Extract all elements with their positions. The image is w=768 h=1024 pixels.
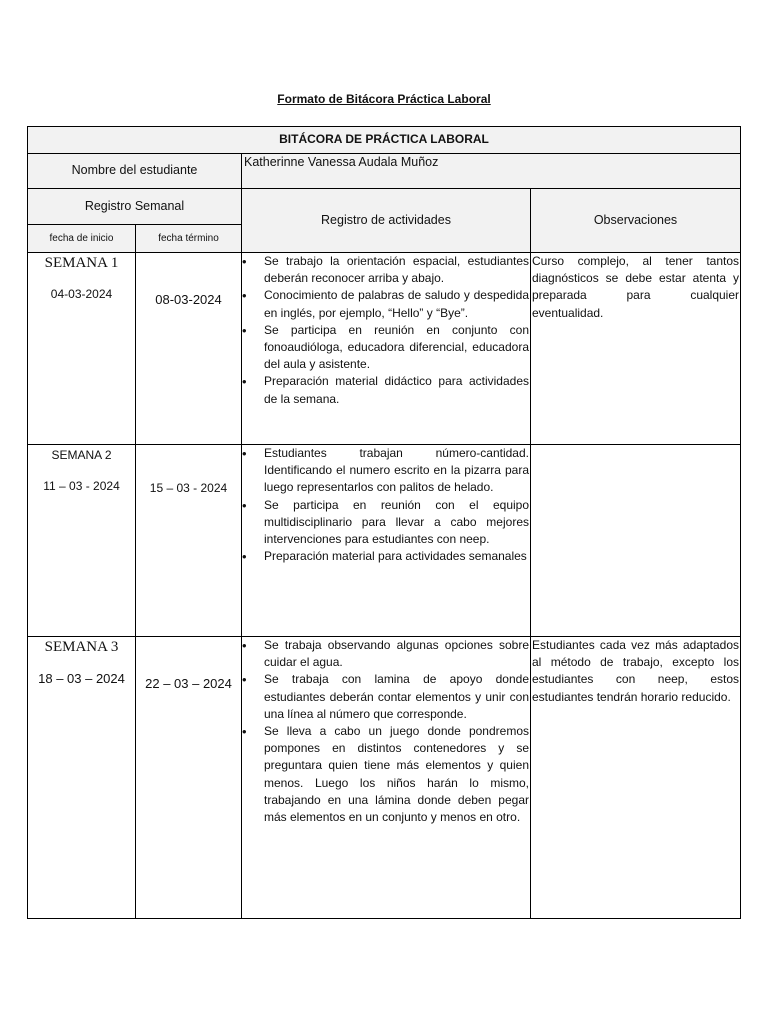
observations-cell: Curso complejo, al tener tantos diagnósticos se debe estar atenta y preparada para cualquier eventualidad. <box>531 253 741 445</box>
week-label: SEMANA 3 <box>44 639 119 655</box>
week-end-date: 15 – 03 - 2024 <box>149 481 228 495</box>
student-name-value: Katherinne Vanessa Audala Muñoz <box>242 154 741 189</box>
activity-item: • Conocimiento de palabras de saludo y despedida en inglés, por ejemplo, “Hello” y “Bye”. <box>264 287 530 321</box>
student-name-label: Nombre del estudiante <box>28 154 242 189</box>
activities-cell <box>242 253 531 445</box>
activities-list <box>242 253 530 408</box>
week-row <box>28 637 741 919</box>
week-cell <box>28 445 136 637</box>
week-start-date: 04-03-2024 <box>50 287 113 302</box>
activity-item: • Se participa en reunión con el equipo multidisciplinario para llevar a cabo mejores intervenciones para estudiantes con neep. <box>264 497 530 549</box>
week-end-cell <box>136 445 242 637</box>
activities-cell <box>242 445 531 637</box>
week-label: SEMANA 1 <box>44 255 119 271</box>
practice-log-table <box>27 126 741 919</box>
week-cell <box>28 637 136 919</box>
activities-list <box>242 445 530 565</box>
week-start-date: 18 – 03 – 2024 <box>38 671 125 687</box>
week-row <box>28 445 741 637</box>
activity-item: • Preparación material para actividades semanales <box>264 548 530 565</box>
week-end-date: 22 – 03 – 2024 <box>145 676 232 691</box>
activity-item: • Estudiantes trabajan número-cantidad. Identificando el numero escrito en la pizarra para luego representarlos con palitos de helado. <box>264 445 530 497</box>
observations-cell: Estudiantes cada vez más adaptados al método de trabajo, excepto los estudiantes con neep, estos estudiantes tendrán horario reducido. <box>531 637 741 919</box>
start-date-header: fecha de inicio <box>28 225 136 253</box>
week-cell <box>28 253 136 445</box>
activity-item: • Se trabaja observando algunas opciones sobre cuidar el agua. <box>264 637 530 671</box>
document-title: Formato de Bitácora Práctica Laboral <box>277 92 491 106</box>
table-heading: BITÁCORA DE PRÁCTICA LABORAL <box>28 127 741 154</box>
activities-column-header: Registro de actividades <box>242 189 531 253</box>
observations-cell <box>531 445 741 637</box>
activity-item: • Preparación material didáctico para actividades de la semana. <box>264 373 530 407</box>
observations-column-header: Observaciones <box>531 189 741 253</box>
activities-cell <box>242 637 531 919</box>
week-end-cell <box>136 253 242 445</box>
activities-list <box>242 637 530 826</box>
activity-item: • Se trabajo la orientación espacial, estudiantes deberán reconocer arriba y abajo. <box>264 253 530 287</box>
weekly-register-label: Registro Semanal <box>28 189 242 225</box>
week-end-date: 08-03-2024 <box>155 292 222 307</box>
activity-item: • Se participa en reunión en conjunto con fonoaudióloga, educadora diferencial, educadora del aula y asistente. <box>264 322 530 374</box>
week-label: SEMANA 2 <box>51 448 112 462</box>
week-row <box>28 253 741 445</box>
end-date-header: fecha término <box>136 225 242 253</box>
week-end-cell <box>136 637 242 919</box>
activity-item: • Se trabaja con lamina de apoyo donde estudiantes deberán contar elementos y unir con una línea al número que corresponde. <box>264 671 530 723</box>
activity-item: • Se lleva a cabo un juego donde pondremos pompones en distintos contenedores y se preguntara quien tiene más elementos y quien menos. Luego los niños harán lo mismo, trabajando en una lámina donde deben pegar más elementos en un conjunto y menos en otro. <box>264 723 530 826</box>
week-start-date: 11 – 03 - 2024 <box>43 479 120 494</box>
